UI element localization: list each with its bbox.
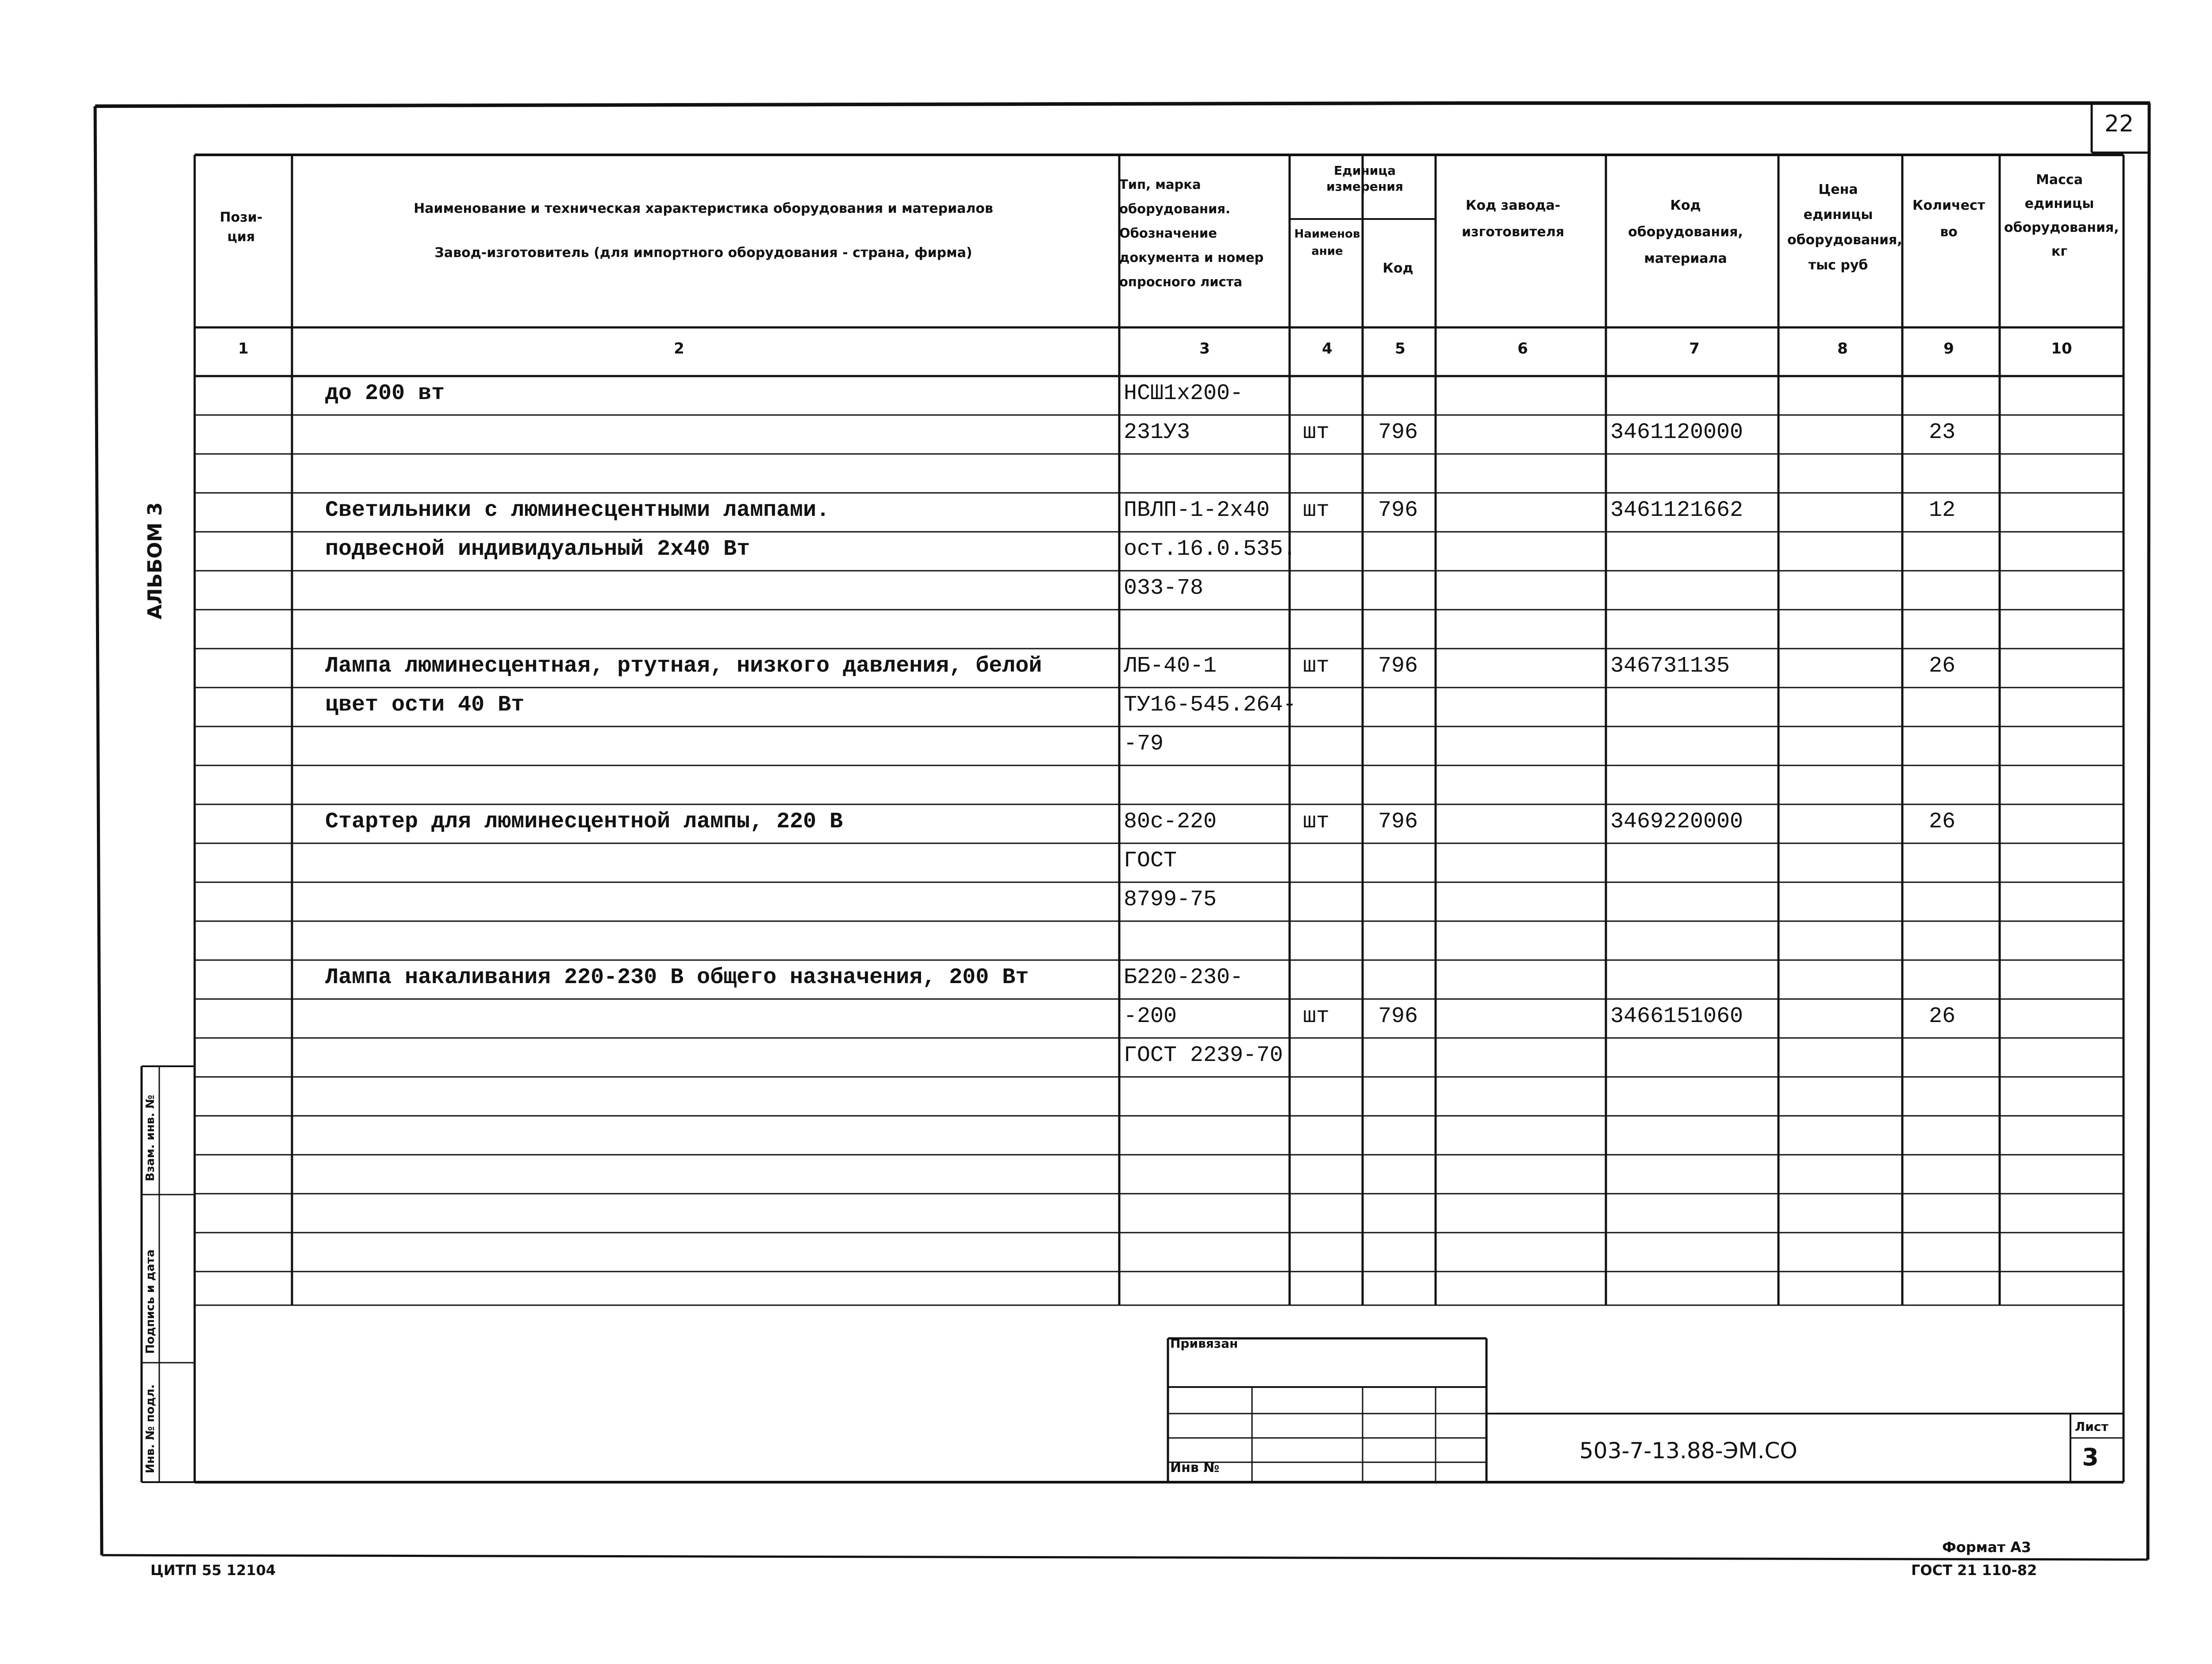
row-description: до 200 вт bbox=[325, 381, 445, 406]
header-unit-name: Наименование bbox=[1294, 227, 1360, 258]
row-type-mark: ПВЛП-1-2х40 bbox=[1124, 498, 1270, 523]
row-equipment-code: 3461121662 bbox=[1610, 498, 1743, 523]
header-unit-code: Код bbox=[1382, 261, 1413, 276]
row-type-mark: ГОСТ bbox=[1124, 848, 1177, 873]
inv-label: Инв № bbox=[1170, 1460, 1220, 1476]
row-description: цвет ости 40 Вт bbox=[325, 692, 525, 718]
row-type-mark: Б220-230- bbox=[1124, 965, 1244, 990]
column-number-1: 1 bbox=[238, 340, 249, 357]
row-type-mark: 231У3 bbox=[1124, 420, 1190, 445]
row-quantity: 26 bbox=[1929, 1004, 1956, 1029]
side-stamp-replace-inv: Взам. инв. № bbox=[144, 1095, 157, 1181]
row-unit-name: шт bbox=[1303, 809, 1330, 834]
column-number-6: 6 bbox=[1517, 340, 1528, 357]
row-type-mark: -200 bbox=[1124, 1004, 1177, 1029]
row-type-mark: -79 bbox=[1124, 731, 1164, 757]
bound-label: Привязан bbox=[1170, 1336, 1238, 1351]
row-equipment-code: 346731135 bbox=[1610, 653, 1730, 679]
print-stamp: ЦИТП 55 12104 bbox=[150, 1562, 276, 1579]
row-type-mark: ост.16.0.535. bbox=[1124, 537, 1297, 562]
row-unit-code: 796 bbox=[1378, 809, 1418, 834]
header-equipment-code: Код оборудования, материала bbox=[1628, 198, 1743, 266]
format-label: Формат А3 bbox=[1942, 1539, 2032, 1556]
column-number-4: 4 bbox=[1322, 340, 1333, 357]
row-quantity: 23 bbox=[1929, 420, 1956, 445]
row-type-mark: ТУ16-545.264- bbox=[1124, 692, 1297, 718]
column-number-9: 9 bbox=[1943, 340, 1954, 357]
header-unit-price: Цена единицы оборудования, тыс руб bbox=[1787, 182, 1902, 273]
column-number-8: 8 bbox=[1837, 340, 1848, 357]
row-unit-name: шт bbox=[1303, 653, 1330, 679]
row-description: Светильники с люминесцентными лампами. bbox=[325, 498, 830, 523]
row-type-mark: НСШ1х200- bbox=[1124, 381, 1244, 406]
header-unit-group: Единица измерения bbox=[1326, 163, 1403, 194]
header-quantity: Количество bbox=[1912, 198, 1985, 240]
row-unit-name: шт bbox=[1303, 1004, 1330, 1029]
row-description: Лампа накаливания 220-230 В общего назначения, 200 Вт bbox=[325, 965, 1029, 990]
sheet-number: 3 bbox=[2082, 1443, 2099, 1471]
row-description: Лампа люминесцентная, ртутная, низкого давления, белой bbox=[325, 653, 1042, 679]
row-unit-name: шт bbox=[1303, 420, 1330, 445]
frame-bottom bbox=[102, 1555, 2148, 1560]
frame-top bbox=[95, 103, 1464, 106]
frame-left bbox=[95, 106, 102, 1555]
row-type-mark: 80с-220 bbox=[1124, 809, 1217, 834]
header-position: Пози-ция bbox=[219, 210, 263, 245]
header-mass: Масса единицы оборудования, кг bbox=[2004, 172, 2119, 259]
row-type-mark: 033-78 bbox=[1124, 576, 1204, 601]
row-description: подвесной индивидуальный 2х40 Вт bbox=[325, 537, 750, 562]
header-name-line1: Наименование и техническая характеристика оборудования и материалов bbox=[414, 201, 993, 216]
row-type-mark: ГОСТ 2239-70 bbox=[1124, 1043, 1283, 1068]
column-number-10: 10 bbox=[2051, 340, 2072, 357]
side-stamp-inv-orig: Инв. № подл. bbox=[144, 1384, 157, 1473]
row-equipment-code: 3461120000 bbox=[1610, 420, 1743, 445]
row-type-mark: ЛБ-40-1 bbox=[1124, 653, 1217, 679]
row-quantity: 26 bbox=[1929, 653, 1956, 679]
row-type-mark: 8799-75 bbox=[1124, 887, 1217, 912]
row-quantity: 26 bbox=[1929, 809, 1956, 834]
document-cipher: 503-7-13.88-ЭМ.СО bbox=[1579, 1438, 1797, 1464]
row-unit-code: 796 bbox=[1378, 420, 1418, 445]
column-number-2: 2 bbox=[674, 340, 684, 357]
row-description: Стартер для люминесцентной лампы, 220 В bbox=[325, 809, 843, 834]
column-number-3: 3 bbox=[1199, 340, 1210, 357]
row-equipment-code: 3469220000 bbox=[1610, 809, 1743, 834]
row-unit-code: 796 bbox=[1378, 498, 1418, 523]
row-unit-name: шт bbox=[1303, 498, 1330, 523]
row-equipment-code: 3466151060 bbox=[1610, 1004, 1743, 1029]
row-unit-code: 796 bbox=[1378, 653, 1418, 679]
side-stamp-signature-date: Подпись и дата bbox=[144, 1249, 157, 1354]
header-name-line2: Завод-изготовитель (для импортного оборудования - страна, фирма) bbox=[434, 245, 972, 261]
sheet-label: Лист bbox=[2075, 1419, 2108, 1434]
sheet-corner-number: 22 bbox=[2104, 111, 2134, 137]
column-number-7: 7 bbox=[1689, 340, 1700, 357]
row-unit-code: 796 bbox=[1378, 1004, 1418, 1029]
row-quantity: 12 bbox=[1929, 498, 1956, 523]
header-type: Тип, марка оборудования. Обозначение документа и номер опросного листа bbox=[1119, 177, 1264, 290]
album-label: АЛЬБОМ 3 bbox=[144, 502, 166, 619]
gost-label: ГОСТ 21 110-82 bbox=[1911, 1562, 2037, 1579]
column-number-5: 5 bbox=[1395, 340, 1406, 357]
frame-right bbox=[2148, 103, 2149, 1560]
header-factory-code: Код завода-изготовителя bbox=[1462, 198, 1564, 240]
